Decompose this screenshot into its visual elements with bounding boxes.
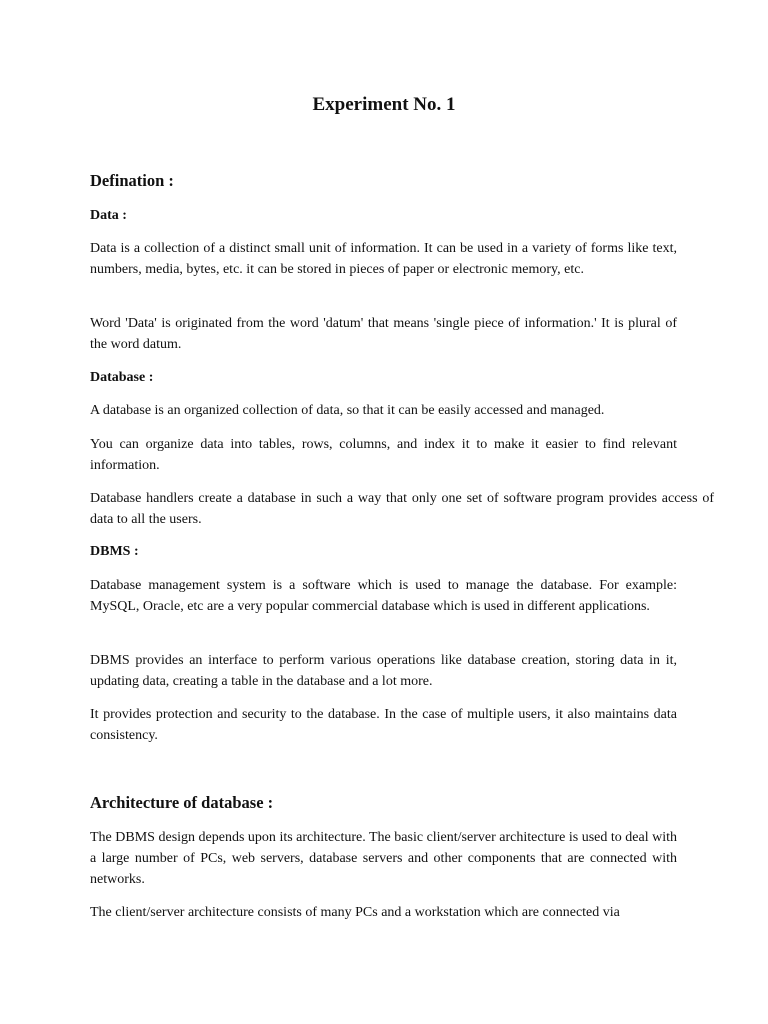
- database-paragraph-2: You can organize data into tables, rows, columns, and index it to make it easier to find relevant information.: [90, 437, 677, 473]
- dbms-paragraph-3: It provides protection and security to the database. In the case of multiple users, it also maintains data consistency.: [90, 707, 677, 743]
- dbms-heading: DBMS :: [90, 544, 139, 559]
- dbms-paragraph-2: DBMS provides an interface to perform various operations like database creation, storing data in it, updating data, creating a table in the database and a lot more.: [90, 653, 677, 689]
- data-paragraph-2: Word 'Data' is originated from the word 'datum' that means 'single piece of information.' It is plural of the word datum.: [90, 316, 677, 352]
- architecture-heading: Architecture of database :: [90, 793, 274, 812]
- definition-heading: Defination :: [90, 171, 174, 190]
- page-title: Experiment No. 1: [312, 94, 456, 115]
- database-paragraph-1: A database is an organized collection of data, so that it can be easily accessed and managed.: [90, 403, 605, 418]
- dbms-paragraph-1: Database management system is a software which is used to manage the database. For example: MySQL, Oracle, etc are a very popular commercial database which is used in different applications.: [90, 578, 677, 614]
- architecture-paragraph-1: The DBMS design depends upon its architecture. The basic client/server architecture is used to deal with a large number of PCs, web servers, database servers and other components that are connected with networks.: [90, 830, 677, 887]
- data-paragraph-1: Data is a collection of a distinct small unit of information. It can be used in a variety of forms like text, numbers, media, bytes, etc. it can be stored in pieces of paper or electronic memory, etc.: [90, 241, 677, 277]
- database-heading: Database :: [90, 370, 154, 385]
- data-heading: Data :: [90, 208, 127, 223]
- architecture-paragraph-2: The client/server architecture consists of many PCs and a workstation which are connected via: [90, 905, 620, 920]
- database-paragraph-3: Database handlers create a database in such a way that only one set of software program provides access of data to all the users.: [90, 491, 714, 527]
